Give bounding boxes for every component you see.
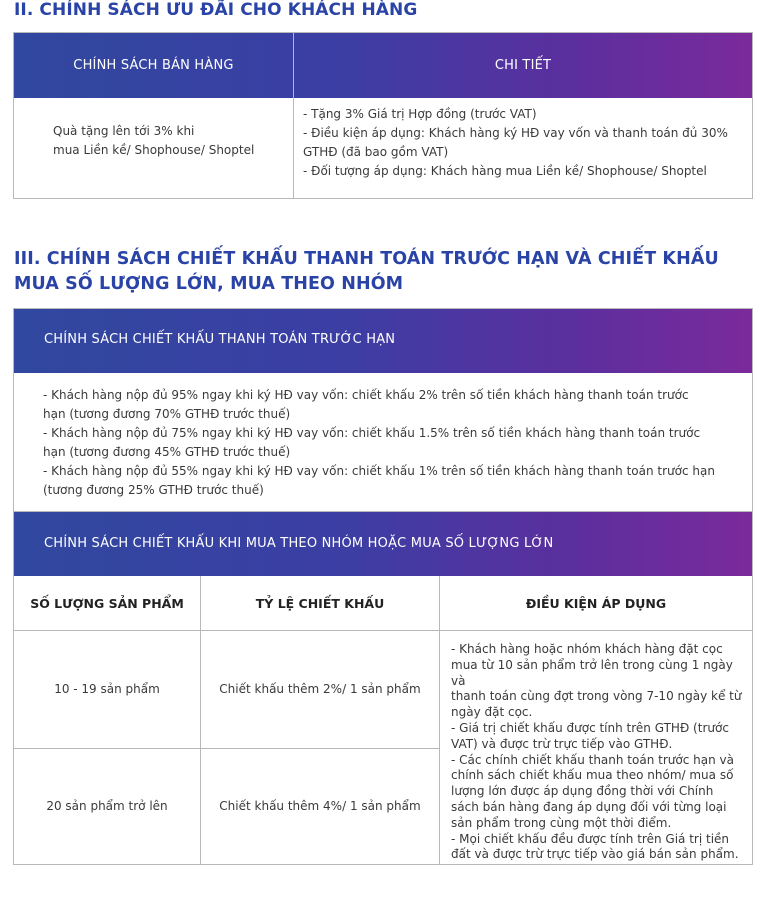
- col-header-policy: CHÍNH SÁCH BÁN HÀNG: [73, 58, 234, 73]
- section-3-title-line-2: MUA SỐ LƯỢNG LỚN, MUA THEO NHÓM: [14, 274, 404, 294]
- th-conditions: ĐIỀU KIỆN ÁP DỤNG: [525, 596, 667, 611]
- details-cell: [303, 105, 748, 181]
- sales-policy-table: [13, 32, 753, 199]
- early-term-line: hạn (tương đương 45% GTHĐ trước thuế): [43, 445, 291, 459]
- condition-line: - Mọi chiết khấu đều được tính trên Giá trị tiền: [451, 831, 730, 846]
- early-term-line: - Khách hàng nộp đủ 55% ngay khi ký HĐ vay vốn: chiết khấu 1% trên số tiền khách hàng thanh toán trước hạn: [43, 464, 715, 478]
- group-discount-header: [14, 512, 752, 576]
- early-term-line: (tương đương 25% GTHĐ trước thuế): [43, 483, 264, 497]
- group-discount-title: CHÍNH SÁCH CHIẾT KHẤU KHI MUA THEO NHÓM HOẶC MUA SỐ LƯỢNG LỚN: [44, 536, 554, 551]
- early-payment-box: [13, 308, 753, 512]
- early-term-line: - Khách hàng nộp đủ 95% ngay khi ký HĐ vay vốn: chiết khấu 2% trên số tiền khách hàng thanh toán trước: [43, 388, 689, 402]
- condition-line: thanh toán cùng đợt trong vòng 7-10 ngày kể từ: [451, 689, 742, 704]
- column-divider: [293, 33, 294, 198]
- row-1-quantity: 10 - 19 sản phẩm: [54, 682, 160, 696]
- condition-line: chính sách chiết khấu mua theo nhóm/ mua số: [451, 768, 734, 783]
- policy-cell: [53, 122, 283, 160]
- early-payment-header: [14, 309, 752, 373]
- condition-line: - Giá trị chiết khấu được tính trên GTHĐ (trước: [451, 720, 729, 735]
- detail-line: - Đối tượng áp dụng: Khách hàng mua Liền kề/ Shophouse/ Shoptel: [303, 164, 707, 178]
- early-term-line: hạn (tương đương 70% GTHĐ trước thuế): [43, 407, 291, 421]
- row-2-rate: Chiết khấu thêm 4%/ 1 sản phẩm: [219, 799, 421, 813]
- section-2-title: II. CHÍNH SÁCH ƯU ĐÃI CHO KHÁCH HÀNG: [14, 0, 418, 20]
- section-3-title: [14, 247, 744, 297]
- condition-line: đất và được trừ trực tiếp vào giá bán sản phẩm.: [451, 847, 739, 862]
- condition-line: lượng lớn được áp dụng đồng thời với Chính: [451, 784, 714, 799]
- detail-line: GTHĐ (đã bao gồm VAT): [303, 145, 449, 159]
- detail-line: - Tặng 3% Giá trị Hợp đồng (trước VAT): [303, 107, 537, 121]
- condition-line: sách bán hàng đang áp dụng đối với từng loại: [451, 799, 727, 814]
- section-3-title-line-1: III. CHÍNH SÁCH CHIẾT KHẤU THANH TOÁN TRƯỚC HẠN VÀ CHIẾT KHẤU: [14, 249, 719, 269]
- sales-policy-header: [14, 33, 752, 98]
- condition-line: - Các chính chiết khấu thanh toán trước hạn và: [451, 752, 734, 767]
- th-rate: TỶ LỆ CHIẾT KHẤU: [255, 596, 385, 611]
- row-2-quantity: 20 sản phẩm trở lên: [46, 799, 168, 813]
- early-payment-terms: [43, 386, 743, 500]
- th-quantity: SỐ LƯỢNG SẢN PHẨM: [30, 596, 184, 611]
- early-payment-title: CHÍNH SÁCH CHIẾT KHẤU THANH TOÁN TRƯỚC HẠN: [44, 332, 396, 347]
- condition-line: ngày đặt cọc.: [451, 705, 533, 720]
- conditions-cell: [451, 642, 751, 863]
- policy-line-1: Quà tặng lên tới 3% khi: [53, 124, 195, 138]
- condition-line: - Khách hàng hoặc nhóm khách hàng đặt cọc: [451, 642, 723, 656]
- condition-line: sản phẩm trong cùng một thời điểm.: [451, 815, 672, 830]
- detail-line: - Điều kiện áp dụng: Khách hàng ký HĐ vay vốn và thanh toán đủ 30%: [303, 126, 728, 140]
- condition-line: mua từ 10 sản phẩm trở lên trong cùng 1 ngày và: [451, 657, 733, 688]
- column-divider: [439, 576, 440, 864]
- row-1-rate: Chiết khấu thêm 2%/ 1 sản phẩm: [219, 682, 421, 696]
- group-discount-box: [13, 511, 753, 865]
- condition-line: VAT) và được trừ trực tiếp vào GTHĐ.: [451, 736, 673, 751]
- col-header-details: CHI TIẾT: [494, 58, 552, 73]
- early-term-line: - Khách hàng nộp đủ 75% ngay khi ký HĐ vay vốn: chiết khấu 1.5% trên số tiền khách hàng thanh toán trước: [43, 426, 701, 440]
- policy-line-2: mua Liền kề/ Shophouse/ Shoptel: [53, 143, 255, 157]
